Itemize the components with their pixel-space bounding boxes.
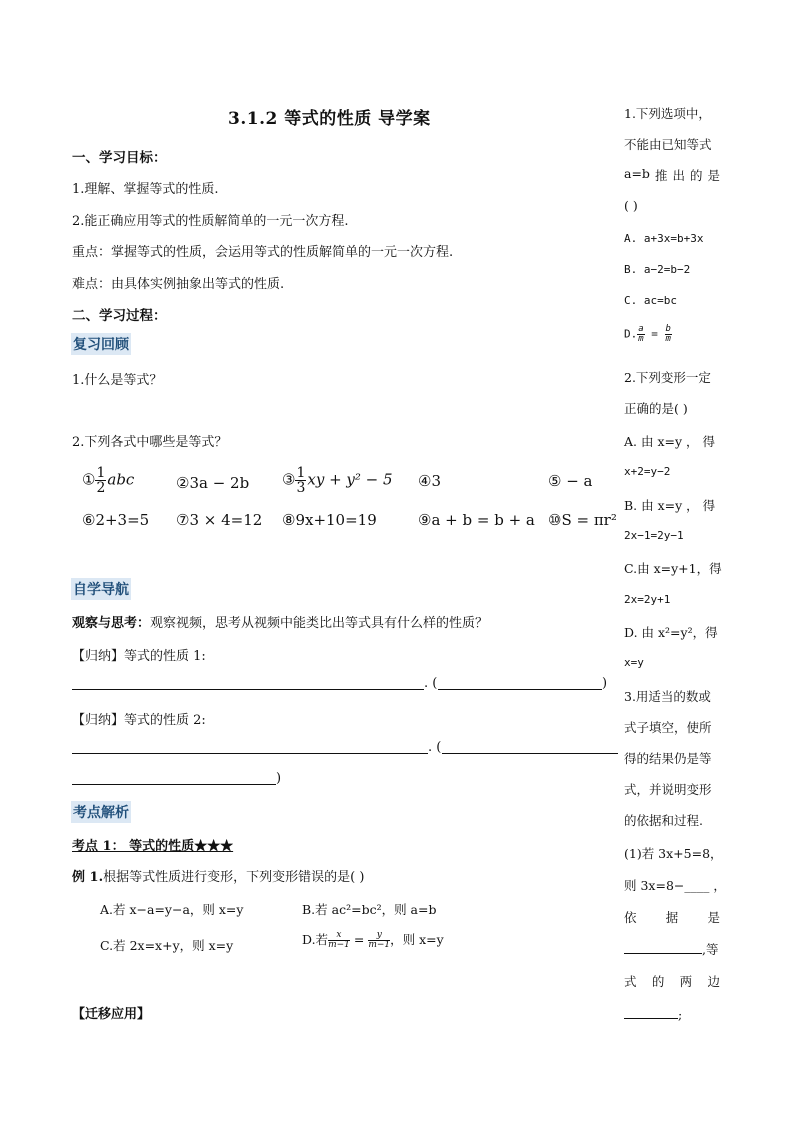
answer-line xyxy=(438,689,602,690)
paren-close: ) xyxy=(276,771,282,786)
observe-think: 观察与思考：观察视频，思考从视频中能类比出等式具有什么样的性质？ xyxy=(72,616,489,631)
right-q3-basis: 依 据 是 xyxy=(624,910,720,925)
right-q2-option-c-result: 2x=2y+1 xyxy=(624,593,671,606)
goal-2: 2.能正确应用等式的性质解简单的一元一次方程. xyxy=(72,214,349,229)
transfer-application: 【迁移应用】 xyxy=(72,1007,151,1022)
right-q1-option-d: D. $\frac{a}{m}$ = $\frac{b}{m}$ xyxy=(624,324,671,344)
answer-line xyxy=(72,784,276,785)
right-q2-line1: 2.下列变形一定 xyxy=(624,370,711,385)
answer-line xyxy=(72,689,424,690)
page-title: 3.1.2 等式的性质 导学案 xyxy=(228,109,431,129)
expression-4: ④3 xyxy=(418,472,441,490)
paren-open: . ( xyxy=(424,676,438,691)
example-1-option-d: D.若 $\frac{x}{m-1}$ = $\frac{y}{m-1}$ ，则 x=y xyxy=(302,930,444,950)
right-q2-option-d: D. 由 x²=y²，得 xyxy=(624,625,718,640)
question-2: 2.下列各式中哪些是等式？ xyxy=(72,435,228,450)
right-q3-both-sides: 式 的 两 边 xyxy=(624,974,720,989)
right-q2-option-a: A. 由 x=y ， 得 xyxy=(624,434,715,449)
expression-1: ① $\frac{1}{2}$ abc xyxy=(82,465,135,496)
question-1: 1.什么是等式？ xyxy=(72,373,163,388)
right-q2-line2: 正确的是( ) xyxy=(624,401,688,416)
paren-open: . ( xyxy=(428,740,442,755)
example-1-option-a: A.若 x−a=y−a，则 x=y xyxy=(100,902,244,917)
right-q3-line1: 3.用适当的数或 xyxy=(624,689,711,704)
right-q1-line2: 不能由已知等式 xyxy=(624,137,712,152)
right-q2-option-b: B. 由 x=y ， 得 xyxy=(624,498,716,513)
right-q1-paren: ( ) xyxy=(624,198,638,213)
expression-7: ⑦3 × 4=12 xyxy=(176,511,263,529)
self-study-heading: 自学导航 xyxy=(71,578,131,600)
expression-9: ⑨a + b = b + a xyxy=(418,511,535,529)
right-q2-option-a-result: x+2=y−2 xyxy=(624,465,671,478)
right-q3-both-sides-blank: ; xyxy=(624,1006,682,1022)
exam-point-1: 考点 1： 等式的性质★★★ xyxy=(72,839,234,854)
right-q1-line1: 1.下列选项中， xyxy=(624,106,711,121)
review-heading: 复习回顾 xyxy=(71,333,131,355)
right-q3-line3: 得的结果仍是等 xyxy=(624,751,712,766)
difficulty: 难点：由具体实例抽象出等式的性质. xyxy=(72,277,285,292)
right-q3-sub1-blank: 则 3x=8−____ ， xyxy=(624,878,726,893)
right-q1-option-a: A. a+3x=b+3x xyxy=(624,232,704,245)
right-q2-option-b-result: 2x−1=2y−1 xyxy=(624,529,684,542)
example-1-option-c: C.若 2x=x+y，则 x=y xyxy=(100,938,234,953)
right-q3-line4: 式，并说明变形 xyxy=(624,782,712,797)
right-q2-option-d-result: x=y xyxy=(624,656,644,669)
right-q1-option-b: B. a−2=b−2 xyxy=(624,263,691,276)
right-q3-basis-blank: ,等 xyxy=(624,940,718,958)
expression-2: ②3a − 2b xyxy=(176,474,250,492)
right-q2-option-c: C.由 x=y+1，得 xyxy=(624,561,722,576)
right-q3-sub1: (1)若 3x+5=8， xyxy=(624,846,723,861)
example-1-option-b: B.若 ac²=bc²，则 a=b xyxy=(302,902,437,917)
right-q3-line2: 式子填空，使所 xyxy=(624,720,712,735)
induce-property-2: 【归纳】等式的性质 2: xyxy=(72,713,206,728)
right-q3-line5: 的依据和过程. xyxy=(624,813,703,828)
expression-6: ⑥2+3=5 xyxy=(82,511,150,529)
answer-line xyxy=(442,753,618,754)
induce-property-1: 【归纳】等式的性质 1: xyxy=(72,649,206,664)
section-learning-goals: 一、学习目标： xyxy=(72,150,167,166)
expression-10: ⑩S = πr² xyxy=(548,511,617,529)
right-q1-line3: a=b 推 出 的 是 xyxy=(624,166,720,183)
analysis-heading: 考点解析 xyxy=(71,801,131,823)
key-point: 重点：掌握等式的性质，会运用等式的性质解简单的一元一次方程. xyxy=(72,245,454,260)
expression-8: ⑧9x+10=19 xyxy=(282,511,377,529)
paren-close: ) xyxy=(602,676,608,691)
expression-3: ③ $\frac{1}{3}$ xy + y² − 5 xyxy=(282,465,393,496)
section-learning-process: 二、学习过程： xyxy=(72,308,167,324)
goal-1: 1.理解、掌握等式的性质. xyxy=(72,182,219,197)
example-1: 例 1.根据等式性质进行变形，下列变形错误的是( ) xyxy=(72,870,365,885)
answer-line xyxy=(72,753,428,754)
expression-5: ⑤ − a xyxy=(548,472,593,490)
right-q1-option-c: C. ac=bc xyxy=(624,294,677,307)
